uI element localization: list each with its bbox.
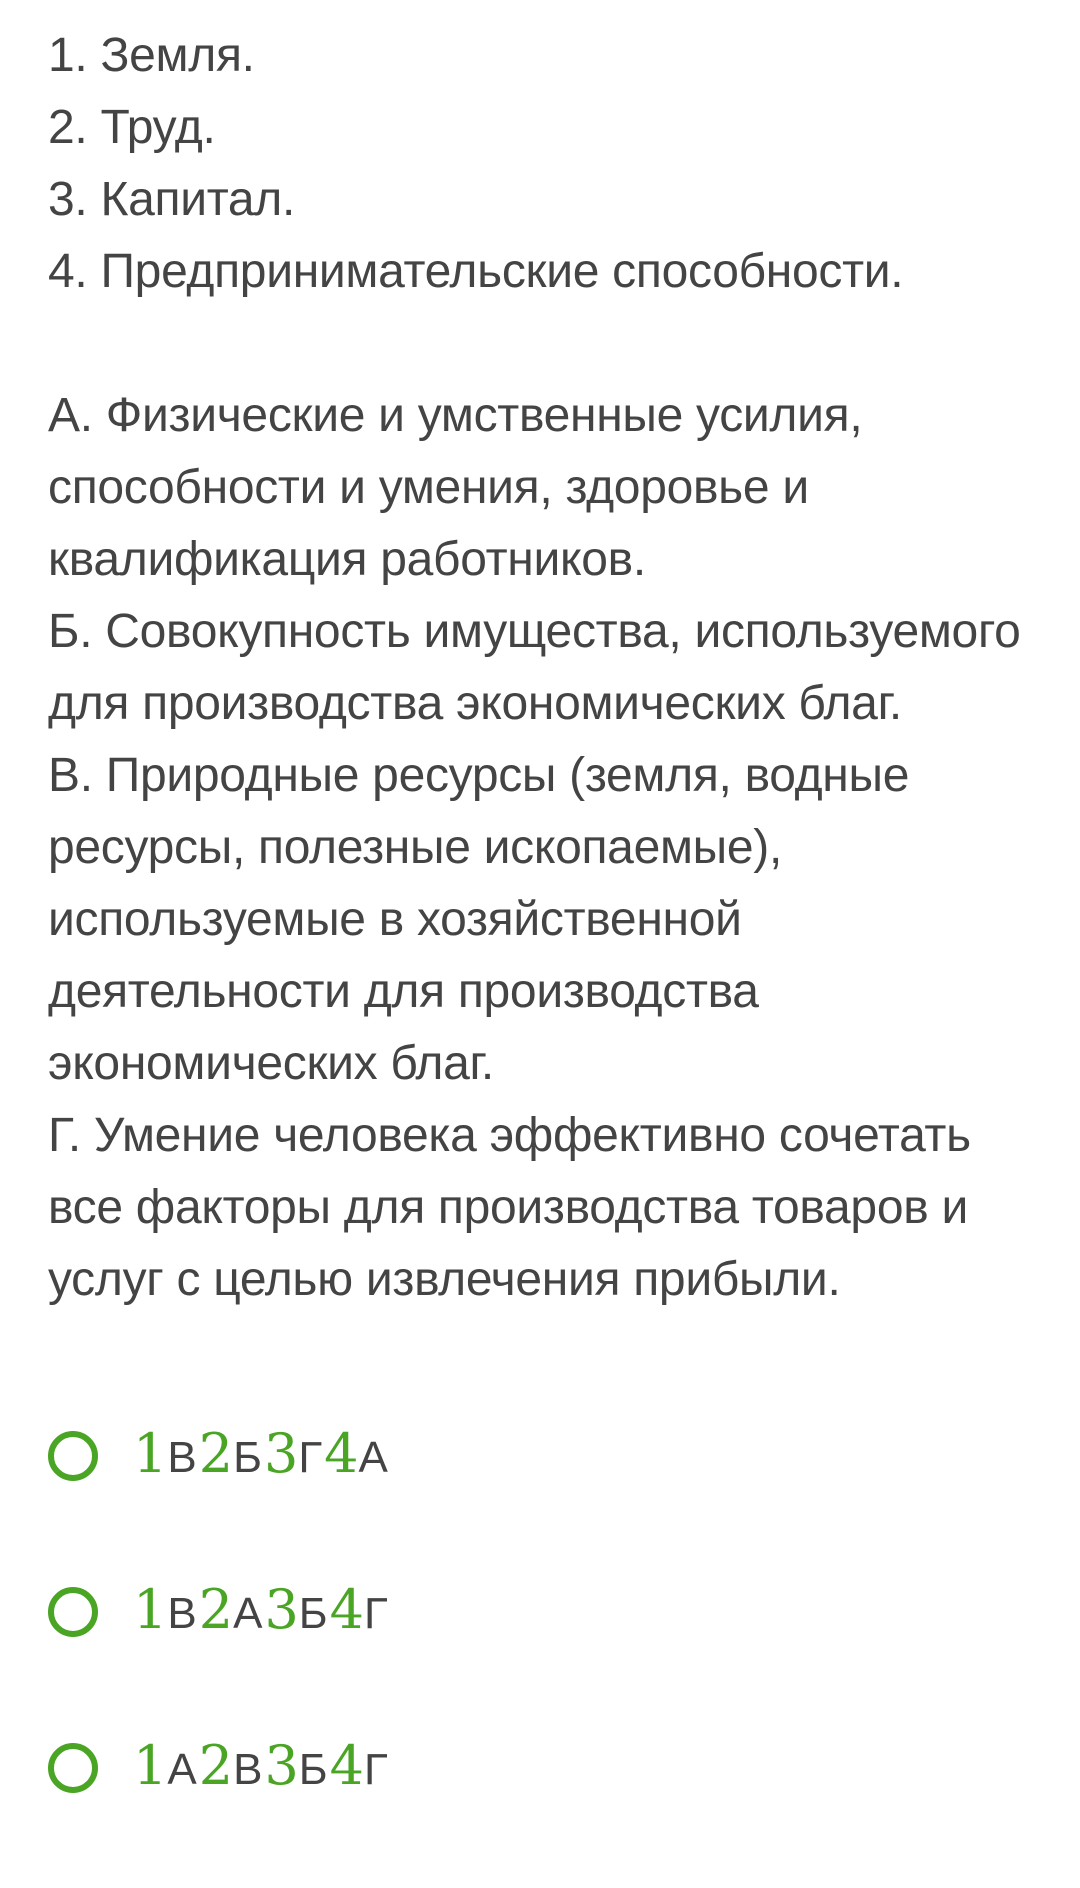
answer-option-label (133, 1730, 390, 1806)
option-digit: 3 (264, 1578, 299, 1641)
definition-line: способности и умения, здоровье и (48, 461, 809, 514)
option-digit: 3 (263, 1422, 299, 1485)
definition-line: используемые в хозяйственной (48, 893, 742, 946)
option-letter: А (167, 1745, 197, 1794)
option-digit: 1 (133, 1578, 168, 1641)
definition-line: Б. Совокупность имущества, используемого (48, 605, 1021, 658)
option-letter: Г (364, 1589, 388, 1638)
definition-line: ресурсы, полезные ископаемые), (48, 821, 782, 874)
factor-item: 4. Предпринимательские способности. (48, 245, 904, 298)
definition-line: А. Физические и умственные усилия, (48, 389, 863, 442)
option-digit: 1 (133, 1734, 168, 1797)
option-digit: 4 (324, 1422, 359, 1485)
definition-line: Г. Умение человека эффективно сочетать (48, 1109, 971, 1162)
radio-button-icon[interactable] (48, 1743, 98, 1793)
factor-item: 2. Труд. (48, 101, 216, 154)
option-digit: 2 (198, 1578, 234, 1641)
option-letter: А (233, 1589, 263, 1638)
option-digit: 4 (329, 1734, 365, 1797)
option-letter: В (233, 1745, 263, 1794)
option-digit: 2 (198, 1734, 234, 1797)
definition-line: для производства экономических благ. (48, 677, 902, 730)
option-letter: Б (233, 1433, 262, 1482)
answer-options (48, 1420, 1048, 1888)
definition-line: квалификация работников. (48, 533, 646, 586)
option-letter: В (167, 1433, 197, 1482)
answer-option-label (133, 1574, 390, 1650)
option-letter: А (358, 1433, 388, 1482)
answer-option-3[interactable] (48, 1732, 1048, 1804)
definition-line: экономических благ. (48, 1037, 494, 1090)
factor-item: 3. Капитал. (48, 173, 296, 226)
option-letter: Г (298, 1433, 323, 1482)
definition-line: все факторы для производства товаров и (48, 1181, 968, 1234)
option-digit: 4 (329, 1578, 365, 1641)
definition-line: услуг с целью извлечения прибыли. (48, 1253, 841, 1306)
spacer (48, 308, 1048, 380)
radio-button-icon[interactable] (48, 1587, 98, 1637)
definition-line: деятельности для производства (48, 965, 759, 1018)
option-digit: 2 (198, 1422, 234, 1485)
option-letter: Г (364, 1745, 388, 1794)
option-letter: В (167, 1589, 197, 1638)
answer-option-label (133, 1418, 390, 1494)
option-digit: 3 (264, 1734, 299, 1797)
option-digit: 1 (133, 1422, 168, 1485)
radio-button-icon[interactable] (48, 1431, 98, 1481)
option-letter: Б (298, 1589, 328, 1638)
option-letter: Б (298, 1745, 328, 1794)
answer-option-2[interactable] (48, 1576, 1048, 1648)
definition-line: В. Природные ресурсы (земля, водные (48, 749, 910, 802)
question-content (48, 20, 1048, 1316)
factor-item: 1. Земля. (48, 29, 255, 82)
answer-option-1[interactable] (48, 1420, 1048, 1492)
